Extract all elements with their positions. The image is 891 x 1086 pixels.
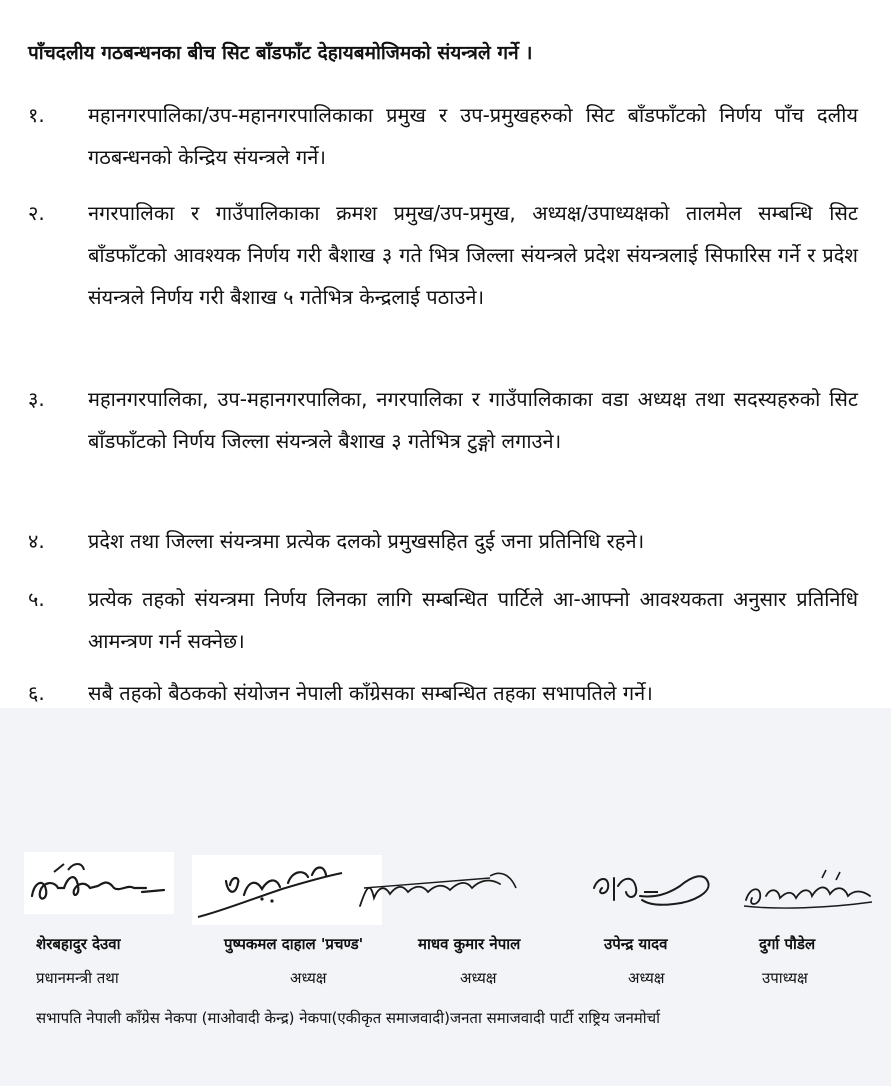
- item-number: ३.: [28, 387, 45, 411]
- signatory-name: दुर्गा पौडेल: [759, 935, 816, 953]
- list-item: [28, 520, 858, 562]
- signature-upendra-yadav: [584, 858, 720, 920]
- signatory-role: अध्यक्ष: [628, 969, 665, 987]
- item-number: ६.: [28, 681, 45, 705]
- item-text: प्रत्येक तहको संयन्त्रमा निर्णय लिनका लागि सम्बन्धित पार्टिले आ-आफ्नो आवश्यकता अनुसार प्रतिनिधि आमन्त्रण गर्न सक्नेछ।: [88, 587, 858, 653]
- signatory-role: अध्यक्ष: [290, 969, 327, 987]
- list-item: [28, 192, 858, 318]
- signatory-name: माधव कुमार नेपाल: [418, 935, 521, 953]
- item-text: महानगरपालिका/उप-महानगरपालिकाका प्रमुख र उप-प्रमुखहरुको सिट बाँडफाँटको निर्णय पाँच दलीय गठबन्धनको केन्द्रिय संयन्त्रले गर्ने।: [88, 103, 858, 169]
- signatory-role: प्रधानमन्त्री तथा: [36, 969, 119, 987]
- document-heading: पाँचदलीय गठबन्धनका बीच सिट बाँडफाँट देहायबमोजिमको संयन्त्रले गर्ने ।: [28, 42, 533, 64]
- list-item: [28, 378, 858, 462]
- signature-madhav-nepal: [340, 858, 530, 918]
- item-number: ५.: [28, 587, 45, 611]
- signatory-name: उपेन्द्र यादव: [604, 935, 668, 953]
- item-number: २.: [28, 201, 45, 225]
- list-item: [28, 672, 858, 714]
- signature-deuba: [24, 852, 174, 914]
- signatory-role: उपाध्यक्ष: [762, 969, 808, 987]
- signatory-role: अध्यक्ष: [460, 969, 497, 987]
- item-text: नगरपालिका र गाउँपालिकाका क्रमश प्रमुख/उप-प्रमुख, अध्यक्ष/उपाध्यक्षको तालमेल सम्बन्धि सिट बाँडफाँटको आवश्यक निर्णय गरी बैशाख ३ गते भित्र जिल्ला संयन्त्रले प्रदेश संयन्त्रलाई सिफारिस गर्ने र प्रदेश संयन्त्रले निर्णय गरी बैशाख ५ गतेभित्र केन्द्रलाई पठाउने।: [88, 201, 858, 309]
- item-number: ४.: [28, 529, 45, 553]
- item-text: सबै तहको बैठकको संयोजन नेपाली काँग्रेसका सम्बन्धित तहका सभापतिले गर्ने।: [88, 681, 653, 705]
- signatory-name: शेरबहादुर देउवा: [36, 935, 121, 953]
- item-number: १.: [28, 103, 45, 127]
- signature-durga-paudel: [738, 866, 878, 918]
- item-text: प्रदेश तथा जिल्ला संयन्त्रमा प्रत्येक दलको प्रमुखसहित दुई जना प्रतिनिधि रहने।: [88, 529, 645, 553]
- party-affiliations: सभापति नेपाली काँग्रेस नेकपा (माओवादी केन्द्र) नेकपा(एकीकृत समाजवादी)जनता समाजवादी पार्टी राष्ट्रिय जनमोर्चा: [36, 1009, 661, 1027]
- list-item: [28, 578, 858, 662]
- signatory-name: पुष्पकमल दाहाल 'प्रचण्ड': [224, 935, 364, 953]
- list-item: [28, 94, 858, 178]
- item-text: महानगरपालिका, उप-महानगरपालिका, नगरपालिका र गाउँपालिकाका वडा अध्यक्ष तथा सदस्यहरुको सिट बाँडफाँटको निर्णय जिल्ला संयन्त्रले बैशाख ३ गतेभित्र टुङ्गो लगाउने।: [88, 387, 858, 453]
